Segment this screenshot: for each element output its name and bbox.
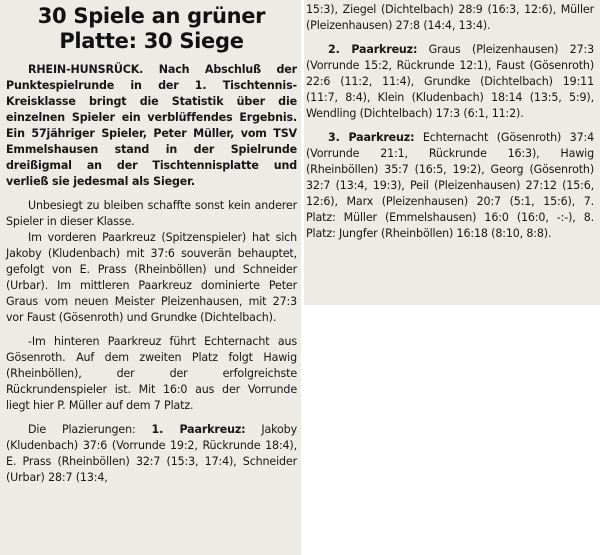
article-column-right	[304, 0, 600, 305]
paarkreuz-3-label: 3. Paarkreuz:	[328, 131, 415, 144]
lead-paragraph	[6, 62, 297, 190]
standings-paarkreuz-3	[306, 130, 594, 242]
paragraph-vorderes-paarkreuz: Im vorderen Paarkreuz (Spitzenspieler) hat sich Jakoby (Kludenbach) mit 37:6 souverän behauptet, gefolgt von E. Prass (Rheinböllen) und Schneider (Urbar). Im mittleren Paarkreuz dominierte Peter Graus vom neuen Meister Pleizenhausen, mit 27:3 vor Faust (Gösenroth) und Grundke (Dichtelbach).	[6, 231, 297, 324]
paarkreuz-1-text: Jakoby (Kludenbach) 37:6 (Vorrunde 19:2, Rückrunde 18:4), E. Prass (Rheinböllen) 32:7 (15:3, 17:4), Schneider (Urbar) 28:7 (13:4,	[6, 423, 297, 484]
headline	[6, 4, 297, 54]
paragraph-unbesiegt: Unbesiegt zu bleiben schaffte sonst kein anderer Spieler in dieser Klasse.	[6, 199, 297, 228]
standings-paarkreuz-2	[306, 42, 594, 122]
lead-text: Nach Abschluß der Punktespielrunde in der 1. Tischtennis-Kreisklasse bringt die Statistik über die einzelnen Spieler ein verblüffendes Ergebnis. Ein 57jähriger Spieler, Peter Müller, vom TSV Emmelshausen stand in der Spielrunde dreißigmal an der Tischtennisplatte und verließ sie jedesmal als Sieger.	[6, 63, 297, 188]
headline-line-1: 30 Spiele an grüner	[37, 4, 266, 28]
paarkreuz-1-continued: 15:3), Ziegel (Dichtelbach) 28:9 (16:3, 12:6), Müller (Pleizenhausen) 27:8 (14:4, 13:4).	[306, 3, 594, 32]
paarkreuz-2-text: Graus (Pleizenhausen) 27:3 (Vorrunde 15:2, Rückrunde 12:1), Faust (Gösenroth) 22:6 (11:2, 11:4), Grundke (Dichtelbach) 19:11 (11:7, 8:4), Klein (Kludenbach) 18:14 (13:5, 5:9), Wendling (Dichtelbach) 17:3 (6:1, 11:2).	[306, 43, 594, 120]
standings-intro: Die Plazierungen:	[28, 423, 136, 436]
headline-line-2: Platte: 30 Siege	[59, 29, 244, 53]
paarkreuz-2-label: 2. Paarkreuz:	[328, 43, 418, 56]
paarkreuz-1-label: 1. Paarkreuz:	[151, 423, 246, 436]
paarkreuz-3-text: Echternacht (Gösenroth) 37:4 (Vorrunde 21:1, Rückrunde 16:3), Hawig (Rheinböllen) 35:7 (16:5, 19:2), Georg (Gösenroth) 32:7 (13:4, 19:3), Peil (Pleizenhausen) 27:12 (15:6, 12:6), Marx (Pleizenhausen) 20:7 (5:1, 15:6), 7. Platz: Müller (Emmelshausen) 16:0 (16:0, -:-), 8. Platz: Jungfer (Rheinböllen) 16:18 (8:10, 8:8).	[306, 131, 594, 240]
paragraph-hinteres-paarkreuz: -Im hinteren Paarkreuz führt Echternacht aus Gösenroth. Auf dem zweiten Platz folgt Hawig (Rheinböllen), der der erfolgreichste Rückrundenspieler ist. Mit 16:0 aus der Vorrunde liegt hier P. Müller auf dem 7 Platz.	[6, 335, 297, 412]
standings-paarkreuz-1	[6, 422, 297, 486]
dateline: RHEIN-HUNSRÜCK.	[28, 63, 144, 76]
